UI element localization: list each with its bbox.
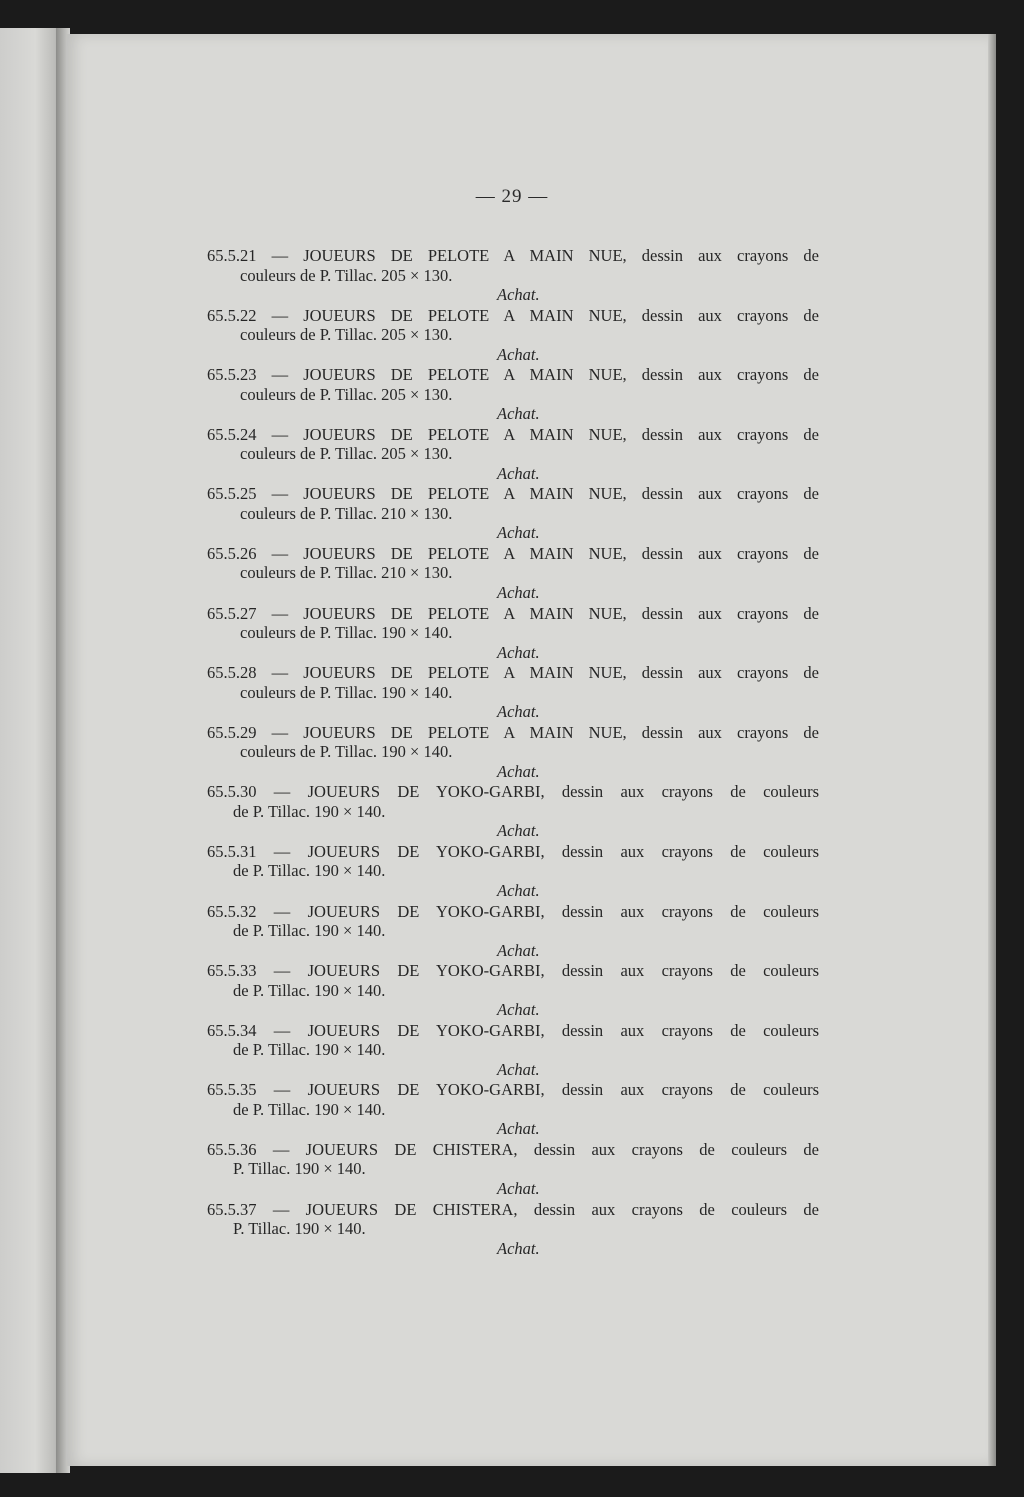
entry-details-line: couleurs de P. Tillac. 190 × 140. bbox=[240, 682, 453, 702]
entry-title-line: 65.5.21 — JOUEURS DE PELOTE A MAIN NUE, dessin aux crayons de bbox=[207, 246, 819, 265]
entry-details-line: de P. Tillac. 190 × 140. bbox=[233, 861, 386, 881]
catalog-entry bbox=[207, 544, 819, 604]
catalog-entry bbox=[207, 663, 819, 723]
entry-acquisition: Achat. bbox=[497, 702, 540, 722]
entry-acquisition: Achat. bbox=[497, 940, 540, 960]
entry-title-line: 65.5.25 — JOUEURS DE PELOTE A MAIN NUE, dessin aux crayons de bbox=[207, 484, 819, 504]
entry-details-line: couleurs de P. Tillac. 210 × 130. bbox=[240, 563, 453, 583]
entry-acquisition: Achat. bbox=[497, 821, 540, 841]
entry-details-line: de P. Tillac. 190 × 140. bbox=[233, 921, 386, 941]
catalog-entries bbox=[207, 246, 819, 1259]
catalog-entry bbox=[207, 1140, 819, 1200]
entry-details-line: de P. Tillac. 190 × 140. bbox=[233, 801, 386, 821]
entry-acquisition: Achat. bbox=[497, 1119, 540, 1139]
entry-details-line: couleurs de P. Tillac. 190 × 140. bbox=[240, 623, 453, 643]
catalog-entry bbox=[207, 246, 819, 306]
page-number: — 29 — bbox=[475, 186, 549, 207]
catalog-entry bbox=[207, 306, 819, 366]
entry-details-line: couleurs de P. Tillac. 205 × 130. bbox=[240, 444, 453, 464]
entry-title-line: 65.5.30 — JOUEURS DE YOKO-GARBI, dessin aux crayons de couleurs bbox=[207, 782, 819, 802]
entry-acquisition: Achat. bbox=[497, 523, 540, 543]
entry-title-line: 65.5.27 — JOUEURS DE PELOTE A MAIN NUE, dessin aux crayons de bbox=[207, 603, 819, 623]
entry-title-line: 65.5.33 — JOUEURS DE YOKO-GARBI, dessin aux crayons de couleurs bbox=[207, 961, 819, 981]
catalog-entry bbox=[207, 365, 819, 425]
catalog-entry bbox=[207, 723, 819, 783]
entry-title-line: 65.5.35 — JOUEURS DE YOKO-GARBI, dessin aux crayons de couleurs bbox=[207, 1080, 819, 1100]
entry-acquisition: Achat. bbox=[497, 642, 540, 662]
catalog-entry bbox=[207, 484, 819, 544]
catalog-entry bbox=[207, 604, 819, 664]
entry-acquisition: Achat. bbox=[497, 1000, 540, 1020]
entry-title-line: 65.5.24 — JOUEURS DE PELOTE A MAIN NUE, dessin aux crayons de bbox=[207, 424, 819, 444]
entry-title-line: 65.5.34 — JOUEURS DE YOKO-GARBI, dessin aux crayons de couleurs bbox=[207, 1020, 819, 1040]
catalog-entry bbox=[207, 842, 819, 902]
entry-title-line: 65.5.29 — JOUEURS DE PELOTE A MAIN NUE, dessin aux crayons de bbox=[207, 722, 819, 742]
entry-title-line: 65.5.22 — JOUEURS DE PELOTE A MAIN NUE, dessin aux crayons de bbox=[207, 305, 819, 325]
entry-title-line: 65.5.28 — JOUEURS DE PELOTE A MAIN NUE, dessin aux crayons de bbox=[207, 663, 819, 683]
catalog-entry bbox=[207, 425, 819, 485]
entry-acquisition: Achat. bbox=[497, 761, 540, 781]
entry-title-line: 65.5.37 — JOUEURS DE CHISTERA, dessin aux crayons de couleurs de bbox=[207, 1199, 819, 1219]
entry-details-line: de P. Tillac. 190 × 140. bbox=[233, 980, 386, 1000]
entry-acquisition: Achat. bbox=[497, 880, 540, 900]
entry-acquisition: Achat. bbox=[497, 1238, 540, 1258]
entry-details-line: P. Tillac. 190 × 140. bbox=[233, 1159, 366, 1179]
facing-page-edge bbox=[0, 28, 64, 1473]
catalog-entry bbox=[207, 1200, 819, 1260]
entry-title-line: 65.5.32 — JOUEURS DE YOKO-GARBI, dessin aux crayons de couleurs bbox=[207, 901, 819, 921]
entry-acquisition: Achat. bbox=[497, 582, 540, 602]
entry-details-line: couleurs de P. Tillac. 190 × 140. bbox=[240, 742, 453, 762]
entry-acquisition: Achat. bbox=[497, 1059, 540, 1079]
entry-details-line: couleurs de P. Tillac. 210 × 130. bbox=[240, 503, 453, 523]
entry-details-line: couleurs de P. Tillac. 205 × 130. bbox=[240, 265, 453, 285]
entry-details-line: de P. Tillac. 190 × 140. bbox=[233, 1040, 386, 1060]
entry-title-line: 65.5.31 — JOUEURS DE YOKO-GARBI, dessin aux crayons de couleurs bbox=[207, 841, 819, 861]
entry-acquisition: Achat. bbox=[497, 285, 540, 304]
entry-acquisition: Achat. bbox=[497, 1178, 540, 1198]
catalog-entry bbox=[207, 782, 819, 842]
entry-title-line: 65.5.26 — JOUEURS DE PELOTE A MAIN NUE, dessin aux crayons de bbox=[207, 543, 819, 563]
entry-details-line: de P. Tillac. 190 × 140. bbox=[233, 1099, 386, 1119]
entry-title-line: 65.5.23 — JOUEURS DE PELOTE A MAIN NUE, dessin aux crayons de bbox=[207, 365, 819, 385]
catalog-entry bbox=[207, 1021, 819, 1081]
page-edge-shadow bbox=[988, 34, 996, 1466]
entry-acquisition: Achat. bbox=[497, 404, 540, 424]
entry-title-line: 65.5.36 — JOUEURS DE CHISTERA, dessin aux crayons de couleurs de bbox=[207, 1139, 819, 1159]
entry-acquisition: Achat. bbox=[497, 463, 540, 483]
catalog-entry bbox=[207, 961, 819, 1021]
entry-acquisition: Achat. bbox=[497, 344, 540, 364]
entry-details-line: P. Tillac. 190 × 140. bbox=[233, 1219, 366, 1238]
entry-details-line: couleurs de P. Tillac. 205 × 130. bbox=[240, 325, 453, 345]
entry-details-line: couleurs de P. Tillac. 205 × 130. bbox=[240, 384, 453, 404]
catalog-entry bbox=[207, 1080, 819, 1140]
catalog-entry bbox=[207, 902, 819, 962]
